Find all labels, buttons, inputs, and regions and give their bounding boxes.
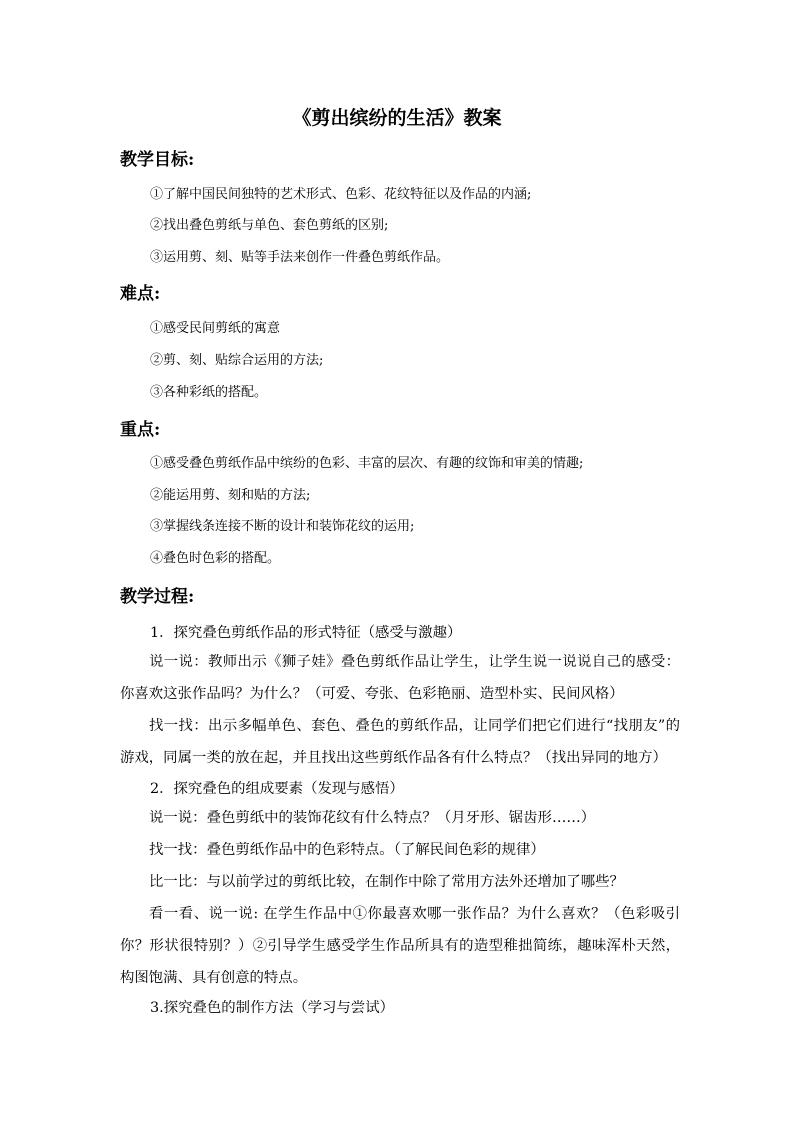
step1-find-paragraph: 找一找：出示多幅单色、套色、叠色的剪纸作品，让同学们把它们进行“找朋友”的游戏，同属一类的放在起，并且找出这些剪纸作品各有什么特点？（找出异同的地方） [120, 718, 680, 766]
keypoints-heading: 重点: [120, 420, 161, 440]
document-title: 《剪出缤纷的生活》教案 [292, 107, 502, 129]
process-heading: 教学过程: [120, 587, 195, 607]
keypoint-item-1: ①感受叠色剪纸作品中缤纷的色彩、丰富的层次、有趣的纹饰和审美的情趣; [150, 456, 584, 471]
keypoint-item-2: ②能运用剪、刻和贴的方法; [150, 488, 311, 503]
goal-item-1: ①了解中国民间独特的艺术形式、色彩、花纹特征以及作品的内涵; [150, 187, 532, 202]
step3-title: 3.探究叠色的制作方法（学习与尝试） [150, 1000, 394, 1016]
step2-title: 2．探究叠色的组成要素（发现与感悟） [150, 781, 404, 797]
step1-say-paragraph: 说一说：教师出示《狮子娃》叠色剪纸作品让学生，让学生说一说说自己的感受：你喜欢这张作品吗？为什么？（可爱、夸张、色彩艳丽、造型朴实、民间风格） [120, 654, 680, 702]
step2-compare-paragraph: 比一比：与以前学过的剪纸比较，在制作中除了常用方法外还增加了哪些？ [149, 874, 624, 890]
goals-heading: 教学目标: [120, 150, 195, 170]
goal-item-3: ③运用剪、刻、贴等手法来创作一件叠色剪纸作品。 [150, 250, 450, 265]
difficulty-item-1: ①感受民间剪纸的寓意 [150, 321, 281, 336]
step2-say-paragraph: 说一说：叠色剪纸中的装饰花纹有什么特点？（月牙形、锯齿形……） [149, 810, 596, 826]
keypoint-item-4: ④叠色时色彩的搭配。 [150, 551, 281, 566]
keypoint-item-3: ③掌握线条连接不断的设计和装饰花纹的运用; [150, 519, 415, 534]
difficulty-item-2: ②剪、刻、贴综合运用的方法; [150, 353, 324, 368]
step1-title: 1．探究叠色剪纸作品的形式特征（感受与激趣） [150, 625, 462, 641]
goal-item-2: ②找出叠色剪纸与单色、套色剪纸的区别; [150, 218, 389, 233]
difficulty-item-3: ③各种彩纸的搭配。 [150, 385, 268, 400]
step2-look-paragraph: 看一看、说一说: 在学生作品中①你最喜欢哪一张作品？为什么喜欢？（色彩吸引你？形状很特别？）②引导学生感受学生作品所具有的造型稚拙简练，趣味浑朴天然，构图饱满、具有创意的特点。 [120, 906, 680, 986]
difficulties-heading: 难点: [120, 284, 161, 304]
step2-find-paragraph: 找一找：叠色剪纸作品中的色彩特点。（了解民间色彩的规律） [149, 842, 545, 858]
